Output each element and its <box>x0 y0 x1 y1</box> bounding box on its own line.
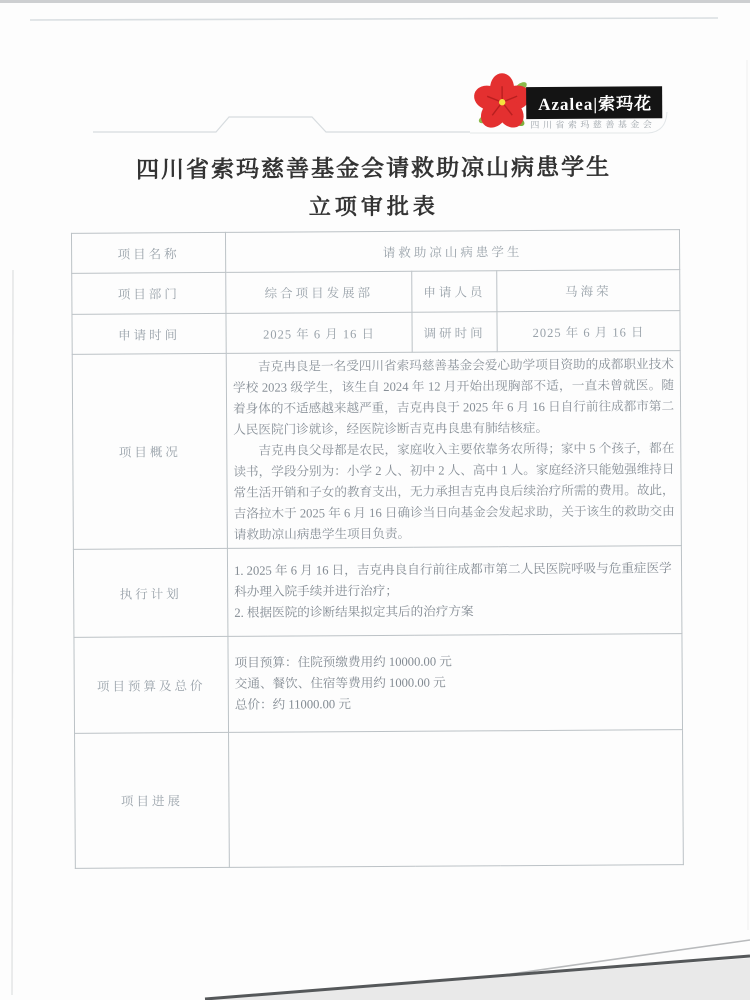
project-name-value: 请救助凉山病患学生 <box>225 230 679 273</box>
budget-value-cell <box>228 634 683 733</box>
document-title-line2: 立项审批表 <box>308 193 439 220</box>
row-overview <box>72 351 681 550</box>
project-name-label: 项目名称 <box>71 232 225 273</box>
survey-time-value: 2025 年 6 月 16 日 <box>497 311 680 352</box>
applicant-label: 申请人员 <box>412 271 497 313</box>
letterhead-logo <box>466 68 676 135</box>
document-title-line1: 四川省索玛慈善基金会请救助凉山病患学生 <box>136 154 612 183</box>
overview-paragraph-2: 吉克冉良父母都是农民，家庭收入主要依靠务农所得；家中 5 个孩子，都在读书，学段分别为：小学 2 人、初中 2 人、高中 1 人。家庭经济只能勉强维持日常生活开销和子女的教育支出，无力承担吉克冉良后续治疗所需的费用。故此，吉洛拉木于 2025 年 6 月 16 日确诊当日向基金会发起求助，关于该生的救助交由请救助凉山病患学生项目负责。 <box>233 440 675 542</box>
budget-line-1: 项目预算：住院预缴费用约 10000.00 元 <box>234 654 452 670</box>
row-dates <box>72 311 680 355</box>
department-label: 项目部门 <box>72 272 226 314</box>
overview-paragraph-1: 吉克冉良是一名受四川省索玛慈善基金会爱心助学项目资助的成都职业技术学校 2023 级学生，该生自 2024 年 12 月开始出现胸部不适，一直未曾就医。随着身体的不适感越来越严重，吉克冉良于 2025 年 6 月 16 日自行前往成都市第二人民医院门诊就诊，经医院诊断吉克冉良患有肺结核症。 <box>232 356 675 437</box>
overview-value-cell <box>226 351 681 549</box>
logo-wordmark: Azalea|索玛花 <box>526 86 662 119</box>
survey-time-label: 调研时间 <box>412 312 497 353</box>
logo-org-name: 四川省索玛慈善基金会 <box>530 119 656 131</box>
plan-item-2: 2. 根据医院的诊断结果拟定其后的治疗方案 <box>234 604 474 620</box>
budget-line-2: 交通、餐饮、住宿等费用约 1000.00 元 <box>234 675 446 691</box>
progress-label: 项目进展 <box>75 732 230 868</box>
budget-label: 项目预算及总价 <box>74 636 229 733</box>
apply-time-value: 2025 年 6 月 16 日 <box>226 312 412 353</box>
row-budget <box>74 634 683 734</box>
row-progress <box>75 730 684 869</box>
plan-label: 执行计划 <box>73 548 228 637</box>
apply-time-label: 申请时间 <box>72 313 226 354</box>
progress-value-cell <box>229 730 684 868</box>
row-project-name <box>71 230 679 274</box>
row-plan <box>73 546 682 638</box>
plan-value-cell <box>227 546 682 637</box>
department-value: 综合项目发展部 <box>226 271 412 313</box>
overview-label: 项目概况 <box>72 353 227 549</box>
budget-line-3: 总价：约 11000.00 元 <box>234 697 351 712</box>
plan-item-1: 1. 2025 年 6 月 16 日，吉克冉良自行前往成都市第二人民医院呼吸与危重症医学科办理入院手续并进行治疗； <box>233 561 672 599</box>
row-department-applicant <box>72 270 680 315</box>
approval-form-table <box>71 229 684 869</box>
applicant-value: 马海荣 <box>497 270 680 312</box>
